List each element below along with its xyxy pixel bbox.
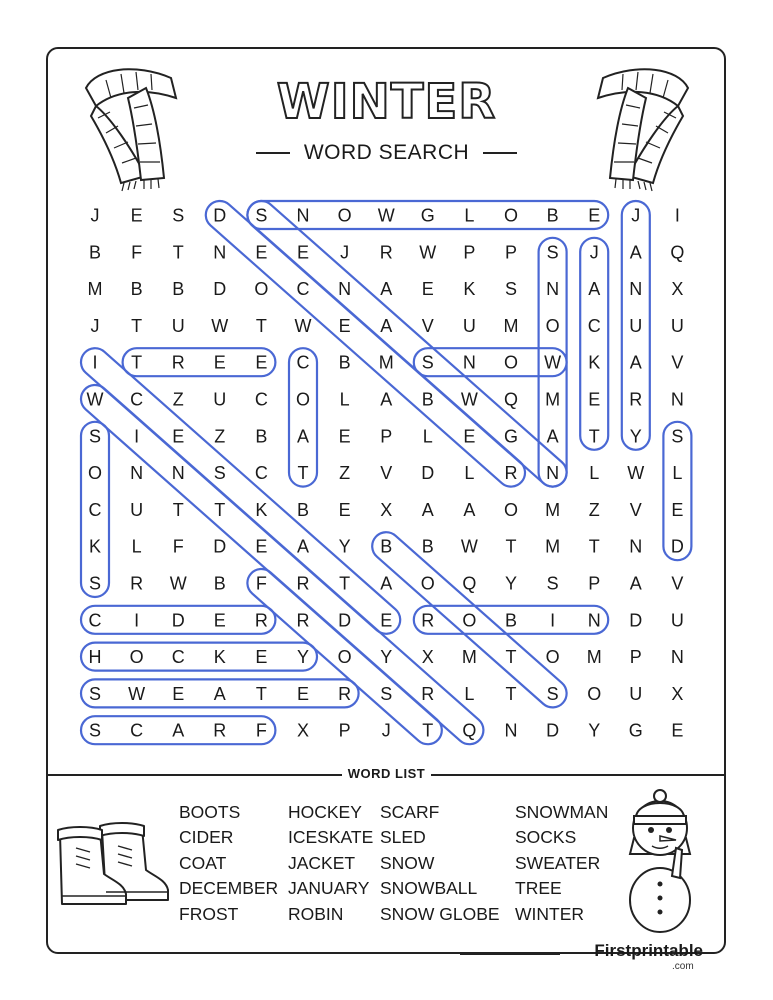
grid-letter: Z [339, 463, 351, 484]
grid-letter: L [464, 463, 475, 484]
grid-letter: U [629, 315, 643, 336]
grid-letter: L [464, 205, 475, 226]
grid-letter: A [421, 499, 434, 520]
grid-letter: L [589, 463, 600, 484]
grid-letter: S [88, 720, 102, 741]
grid-letter: M [586, 647, 602, 668]
grid-letter: E [172, 683, 185, 704]
grid-letter: O [503, 205, 519, 226]
grid-letter: Z [172, 389, 184, 410]
grid-letter: Q [462, 573, 477, 594]
grid-letter: F [255, 573, 267, 594]
grid-letter: K [463, 279, 476, 300]
word-list-item: COAT [179, 852, 227, 873]
grid-letter: W [627, 463, 645, 484]
grid-letter: O [503, 352, 519, 373]
grid-letter: V [629, 499, 642, 520]
word-list-item: SNOWMAN [515, 802, 609, 822]
grid-letter: N [213, 242, 227, 263]
grid-letter: W [169, 573, 187, 594]
grid-letter: Y [588, 720, 601, 741]
grid-letter: X [671, 279, 684, 300]
grid-letter: I [134, 426, 140, 447]
grid-letter: W [377, 205, 395, 226]
grid-letter: R [379, 242, 393, 263]
grid-letter: S [255, 205, 268, 226]
grid-letter: A [546, 426, 559, 447]
grid-letter: D [213, 205, 227, 226]
grid-letter: N [587, 610, 601, 631]
letter-layer [87, 206, 685, 741]
grid-letter: I [674, 205, 680, 226]
grid-letter: M [503, 315, 519, 336]
grid-letter: M [545, 499, 561, 520]
grid-letter: A [463, 499, 476, 520]
grid-letter: R [421, 683, 435, 704]
boots-icon [54, 820, 174, 908]
grid-letter: S [421, 352, 434, 373]
grid-letter: U [171, 315, 185, 336]
grid-letter: N [338, 279, 352, 300]
grid-letter: F [255, 720, 267, 741]
grid-letter: A [213, 683, 226, 704]
found-word-highlight-tree [123, 348, 276, 376]
grid-letter: V [671, 573, 684, 594]
grid-letter: D [629, 610, 643, 631]
word-list-item: SOCKS [515, 827, 577, 848]
grid-letter: S [546, 242, 559, 263]
grid-letter: E [588, 389, 601, 410]
word-list-column-4 [515, 800, 608, 927]
found-word-highlight-december [242, 195, 573, 492]
grid-letter: P [504, 242, 518, 263]
grid-letter: M [545, 536, 561, 557]
grid-letter: E [255, 647, 268, 668]
grid-letter: S [504, 279, 518, 300]
grid-letter: D [546, 720, 560, 741]
word-list-item: SNOW GLOBE [380, 903, 500, 924]
grid-letter: Z [214, 426, 226, 447]
grid-letter: A [380, 315, 393, 336]
grid-letter: T [505, 683, 517, 704]
grid-letter: T [255, 315, 267, 336]
grid-letter: L [464, 683, 475, 704]
grid-letter: T [505, 536, 517, 557]
grid-letter: E [463, 426, 476, 447]
grid-letter: E [338, 499, 351, 520]
grid-letter: S [671, 426, 684, 447]
grid-letter: B [88, 242, 102, 263]
grid-letter: A [380, 279, 393, 300]
grid-letter: A [629, 242, 642, 263]
grid-letter: C [88, 610, 102, 631]
grid-letter: N [546, 463, 560, 484]
grid-letter: S [88, 683, 102, 704]
grid-letter: W [86, 389, 104, 410]
grid-letter: R [171, 352, 185, 373]
grid-letter: T [131, 352, 143, 373]
grid-letter: K [588, 352, 601, 373]
grid-letter: E [588, 205, 601, 226]
grid-letter: Y [296, 647, 310, 668]
grid-letter: A [296, 536, 310, 557]
grid-letter: T [422, 720, 434, 741]
grid-letter: M [461, 647, 477, 668]
grid-letter: K [213, 647, 226, 668]
word-list-title-row [0, 765, 773, 783]
grid-letter: E [296, 683, 310, 704]
grid-letter: E [213, 610, 226, 631]
grid-letter: P [463, 242, 476, 263]
grid-letter: D [213, 279, 227, 300]
grid-letter: D [338, 610, 352, 631]
grid-letter: C [130, 389, 144, 410]
grid-letter: Z [588, 499, 600, 520]
grid-letter: O [254, 279, 269, 300]
grid-letter: W [211, 315, 229, 336]
grid-letter: J [589, 242, 599, 263]
grid-letter: O [87, 463, 103, 484]
word-list-item: DECEMBER [179, 878, 279, 899]
grid-letter: I [134, 610, 140, 631]
page-title: WINTER [276, 74, 497, 130]
grid-letter: V [671, 352, 684, 373]
grid-letter: N [546, 279, 560, 300]
grid-letter: B [380, 536, 393, 557]
grid-letter: E [172, 426, 185, 447]
grid-letter: W [128, 683, 146, 704]
word-list-item: HOCKEY [288, 802, 362, 822]
grid-letter: F [172, 536, 184, 557]
found-word-highlight-iceskate [75, 342, 406, 639]
grid-letter: N [462, 352, 476, 373]
grid-letter: K [255, 499, 268, 520]
grid-letter: N [629, 279, 643, 300]
grid-letter: J [340, 242, 350, 263]
grid-letter: S [88, 573, 102, 594]
grid-letter: G [503, 426, 519, 447]
grid-letter: R [296, 610, 310, 631]
grid-letter: U [213, 389, 227, 410]
found-word-highlight-jacket [580, 238, 608, 450]
grid-letter: O [129, 647, 144, 668]
grid-letter: O [337, 647, 352, 668]
word-list-item: SNOW [380, 852, 435, 873]
grid-letter: P [380, 426, 393, 447]
grid-letter: G [420, 205, 435, 226]
grid-letter: F [131, 242, 143, 263]
grid-letter: A [629, 352, 642, 373]
grid-letter: B [172, 279, 185, 300]
grid-letter: T [505, 647, 517, 668]
word-list-item: SCARF [380, 802, 440, 822]
grid-letter: O [587, 683, 602, 704]
grid-letter: Y [629, 426, 642, 447]
grid-letter: O [420, 573, 435, 594]
grid-letter: D [421, 463, 435, 484]
grid-letter: T [255, 683, 267, 704]
word-list-item: SWEATER [515, 852, 601, 873]
grid-letter: S [88, 426, 102, 447]
grid-letter: N [504, 720, 518, 741]
grid-letter: E [255, 352, 268, 373]
grid-letter: P [588, 573, 601, 594]
grid-letter: N [296, 205, 310, 226]
word-list-column-3 [380, 800, 500, 927]
grid-letter: Y [504, 573, 518, 594]
word-list-item: CIDER [179, 827, 234, 848]
grid-letter: C [254, 463, 268, 484]
grid-letter: B [338, 352, 351, 373]
grid-letter: P [338, 720, 351, 741]
grid-letter: E [213, 352, 226, 373]
word-list-item: ICESKATE [288, 827, 374, 848]
brand-rule [460, 953, 560, 955]
grid-letter: C [130, 720, 144, 741]
word-list-item: TREE [515, 878, 562, 899]
grid-letter: T [131, 315, 143, 336]
grid-letter: X [671, 683, 684, 704]
page-subtitle: WORD SEARCH [303, 141, 470, 164]
grid-letter: E [338, 315, 351, 336]
grid-letter: R [254, 610, 268, 631]
grid-letter: B [213, 573, 226, 594]
grid-letter: B [421, 389, 434, 410]
word-list-item: JANUARY [288, 878, 370, 899]
word-list-title: WORD LIST [342, 766, 431, 781]
grid-letter: U [629, 683, 643, 704]
grid-letter: B [546, 205, 559, 226]
grid-letter: O [337, 205, 352, 226]
grid-letter: O [545, 647, 560, 668]
grid-letter: Y [380, 647, 393, 668]
grid-letter: T [297, 463, 309, 484]
grid-letter: S [546, 683, 559, 704]
grid-letter: L [422, 426, 433, 447]
found-word-highlight-snowball [200, 195, 531, 492]
grid-letter: T [172, 499, 184, 520]
grid-letter: M [545, 389, 561, 410]
word-list-column-2 [288, 800, 373, 927]
grid-letter: W [460, 389, 478, 410]
grid-letter: O [545, 315, 560, 336]
word-list-item: SLED [380, 827, 426, 848]
word-list-item: ROBIN [288, 903, 344, 924]
grid-letter: N [130, 463, 144, 484]
grid-letter: R [421, 610, 435, 631]
word-list-item: FROST [179, 903, 239, 924]
grid-letter: B [504, 610, 518, 631]
grid-letter: I [92, 352, 98, 373]
grid-letter: C [296, 279, 310, 300]
grid-letter: U [462, 315, 476, 336]
grid-letter: S [213, 463, 226, 484]
grid-letter: E [130, 205, 143, 226]
grid-letter: R [296, 573, 310, 594]
grid-letter: D [213, 536, 227, 557]
grid-letter: B [421, 536, 434, 557]
grid-letter: P [629, 647, 642, 668]
grid-letter: O [503, 499, 519, 520]
grid-letter: R [629, 389, 643, 410]
grid-letter: T [339, 573, 351, 594]
grid-letter: N [171, 463, 185, 484]
grid-letter: A [629, 573, 642, 594]
grid-letter: W [419, 242, 437, 263]
grid-letter: X [380, 499, 393, 520]
grid-letter: S [546, 573, 559, 594]
grid-letter: L [131, 536, 142, 557]
grid-letter: W [294, 315, 312, 336]
grid-letter: S [380, 683, 393, 704]
snowman-icon [620, 788, 700, 934]
grid-letter: O [295, 389, 311, 410]
grid-letter: L [672, 463, 683, 484]
grid-letter: A [380, 389, 393, 410]
grid-letter: H [88, 647, 102, 668]
grid-letter: D [171, 610, 185, 631]
grid-letter: E [671, 499, 684, 520]
grid-letter: D [670, 536, 684, 557]
word-list-item: SNOWBALL [380, 878, 478, 899]
grid-letter: U [670, 315, 684, 336]
grid-letter: C [254, 389, 268, 410]
grid-letter: L [339, 389, 350, 410]
grid-letter: E [380, 610, 393, 631]
grid-letter: B [130, 279, 143, 300]
grid-letter: U [130, 499, 144, 520]
grid-letter: V [380, 463, 393, 484]
grid-letter: A [380, 573, 393, 594]
grid-letter: R [504, 463, 518, 484]
grid-letter: W [460, 536, 478, 557]
grid-letter: M [87, 279, 103, 300]
grid-letter: C [587, 315, 601, 336]
grid-letter: C [171, 647, 185, 668]
grid-letter: E [338, 426, 351, 447]
grid-letter: N [670, 647, 684, 668]
grid-letter: Q [670, 242, 685, 263]
grid-letter: J [90, 315, 100, 336]
grid-letter: E [296, 242, 310, 263]
grid-letter: T [214, 499, 226, 520]
grid-letter: M [378, 352, 394, 373]
grid-letter: A [588, 279, 601, 300]
grid-letter: R [338, 683, 352, 704]
brand-suffix: .com [672, 961, 694, 972]
grid-letter: E [255, 536, 268, 557]
grid-letter: Y [338, 536, 351, 557]
grid-letter: J [90, 205, 100, 226]
grid-letter: E [421, 279, 434, 300]
grid-letter: C [296, 352, 310, 373]
grid-letter: R [130, 573, 144, 594]
grid-letter: S [172, 205, 185, 226]
found-word-highlight-hockey [81, 643, 317, 671]
grid-letter: J [631, 205, 641, 226]
brand-logo: Firstprintable [594, 941, 703, 960]
grid-letter: T [588, 536, 600, 557]
word-list-item: JACKET [288, 852, 356, 873]
grid-letter: A [172, 720, 185, 741]
grid-letter: B [296, 499, 310, 520]
grid-letter: N [670, 389, 684, 410]
grid-letter: I [550, 610, 556, 631]
grid-letter: V [421, 315, 434, 336]
grid-letter: E [255, 242, 268, 263]
grid-letter: R [213, 720, 227, 741]
grid-letter: T [588, 426, 600, 447]
grid-letter: G [628, 720, 643, 741]
grid-letter: O [462, 610, 477, 631]
word-list-column-1 [179, 800, 278, 927]
word-list-item: WINTER [515, 903, 585, 924]
grid-letter: T [172, 242, 184, 263]
grid-letter: X [296, 720, 310, 741]
grid-letter: N [629, 536, 643, 557]
grid-letter: C [88, 499, 102, 520]
grid-letter: J [381, 720, 391, 741]
grid-letter: K [88, 536, 102, 557]
grid-letter: U [670, 610, 684, 631]
grid-letter: E [671, 720, 684, 741]
grid-letter: A [296, 426, 310, 447]
grid-letter: B [255, 426, 268, 447]
word-list-item: BOOTS [179, 802, 241, 822]
grid-letter: Q [462, 720, 477, 741]
grid-letter: X [421, 647, 434, 668]
grid-letter: W [544, 352, 562, 373]
grid-letter: Q [503, 389, 519, 410]
